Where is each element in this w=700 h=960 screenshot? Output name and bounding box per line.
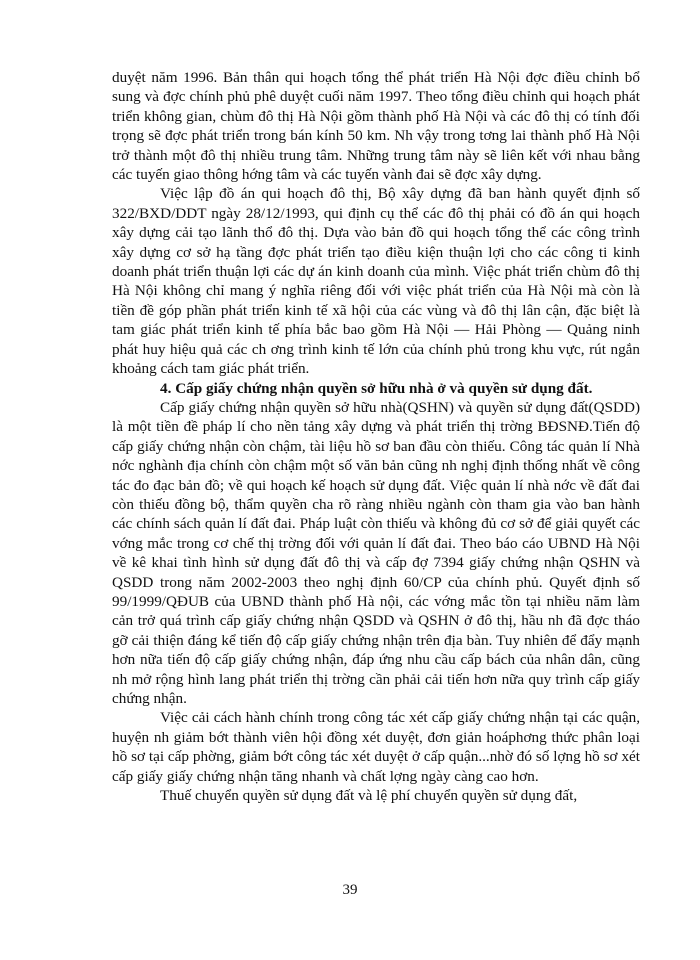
document-page: [112, 68, 640, 805]
section-heading: 4. Cấp giấy chứng nhận quyền sở hữu nhà ở và quyền sử dụng đất.: [160, 379, 593, 397]
paragraph-1: duyệt năm 1996. Bản thân qui hoạch tổng thể phát triển Hà Nội đợc điều chỉnh bổ sung và đợc chính phủ phê duyệt cuối năm 1997. Theo tổng điều chỉnh qui hoạch phát triển không gian, chùm đô thị Hà Nội gồm thành phố Hà Nội và các đô thị có tính đối trọng sẽ đợc phát triển trong bán kính 50 km. Nh vậy trong tơng lai thành phố Hà Nội trở thành một đô thị nhiều trung tâm. Những trung tâm này sẽ liên kết với nhau bằng các tuyến giao thông hớng tâm và các tuyến vành đai sẽ đợc xây dựng.: [112, 69, 640, 184]
paragraph-4: Việc cải cách hành chính trong công tác xét cấp giấy chứng nhận tại các quận, huyện nh giảm bớt thành viên hội đồng xét duyệt, đơn giản hoáphơng thức phân loại hồ sơ tại cấp phờng, giảm bớt công tác xét duyệt ở cấp quận...nhờ đó số lợng hồ sơ xét cấp giấy giấy chứng nhận tăng nhanh và chất lợng ngày càng cao hơn.: [112, 709, 640, 785]
paragraph-5: Thuế chuyển quyền sử dụng đất và lệ phí chuyển quyền sử dụng đất,: [160, 787, 578, 805]
paragraph-3: Cấp giấy chứng nhận quyền sở hữu nhà(QSHN) và quyền sử dụng đất(QSDD) là một tiền đề pháp lí cho nền tảng xây dựng và phát triển thị trờng BĐSNĐ.Tiến độ cấp giấy chứng nhận còn chậm, tài liệu hồ sơ ban đầu còn thiếu. Công tác quản lí Nhà nớc nghành địa chính còn chậm một số văn bản cũng nh nghị định thống nhất về công tác đo đạc bản đồ; về qui hoạch kế hoạch sử dụng đất. Việc quản lí nhà nớc về đất đai còn thiếu đồng bộ, thẩm quyền cha rõ ràng nhiều ngành còn tham gia vào ban hành các chính sách quản lí đất đai. Pháp luật còn thiếu và không đủ cơ sở để giải quyết các vớng mắc trong cơ chế thị trờng đối với quản lí đất đai. Theo báo cáo UBND Hà Nội về kê khai tình hình sử dụng đất đô thị và cấp đợ 7394 giấy chứng nhận QSHN và QSDD trong năm 2002-2003 theo nghị định 60/CP của chính phủ. Quyết định số 99/1999/QĐUB của UBND thành phố Hà nội, các vớng mắc tồn tại nhiều năm làm cản trở quá trình cấp giấy chứng nhận QSDD và QSHN ở đô thị, hầu nh đã đợc tháo gỡ cải thiện đáng kể tiến độ cấp giấy chứng nhận trên địa bàn. Tuy nhiên để đẩy mạnh hơn nữa tiến độ cấp giấy chứng nhận, đáp ứng nhu cầu cấp bách của nhân dân, cũng nh mở rộng hình lang phát triển thị trờng cần phải cải tiến hơn nữa quy trình cấp giấy chứng nhận.: [112, 398, 640, 707]
paragraph-2: Việc lập đồ án qui hoạch đô thị, Bộ xây dựng đã ban hành quyết định số 322/BXD/DDT ngày 28/12/1993, qui định cụ thể các đô thị phải có đồ án qui hoạch xây dựng cải tạo lãnh thổ đô thị. Dựa vào bản đồ qui hoạch tổng thể các công trình xây dựng cơ sở hạ tầng đợc phát triển tạo điều kiện thuận lợi cho các công ti kinh doanh phát triển thuận lợi các dự án kinh doanh của mình. Việc phát triển chùm đô thị Hà Nội không chỉ mang ý nghĩa riêng đối với việc phát triển của Hà Nội mà còn là tiền đề góp phần phát triển kinh tế xã hội của các vùng và đô thị lân cận, đặc biệt là tam giác phát triển kinh tế phía bắc bao gồm Hà Nội — Hải Phòng — Quảng ninh phát huy hiệu quả các ch ơng trình kinh tế lớn của chính phủ trong khu vực, rút ngắn khoảng cách tam giác phát triển.: [112, 185, 640, 378]
page-number: 39: [342, 882, 358, 898]
